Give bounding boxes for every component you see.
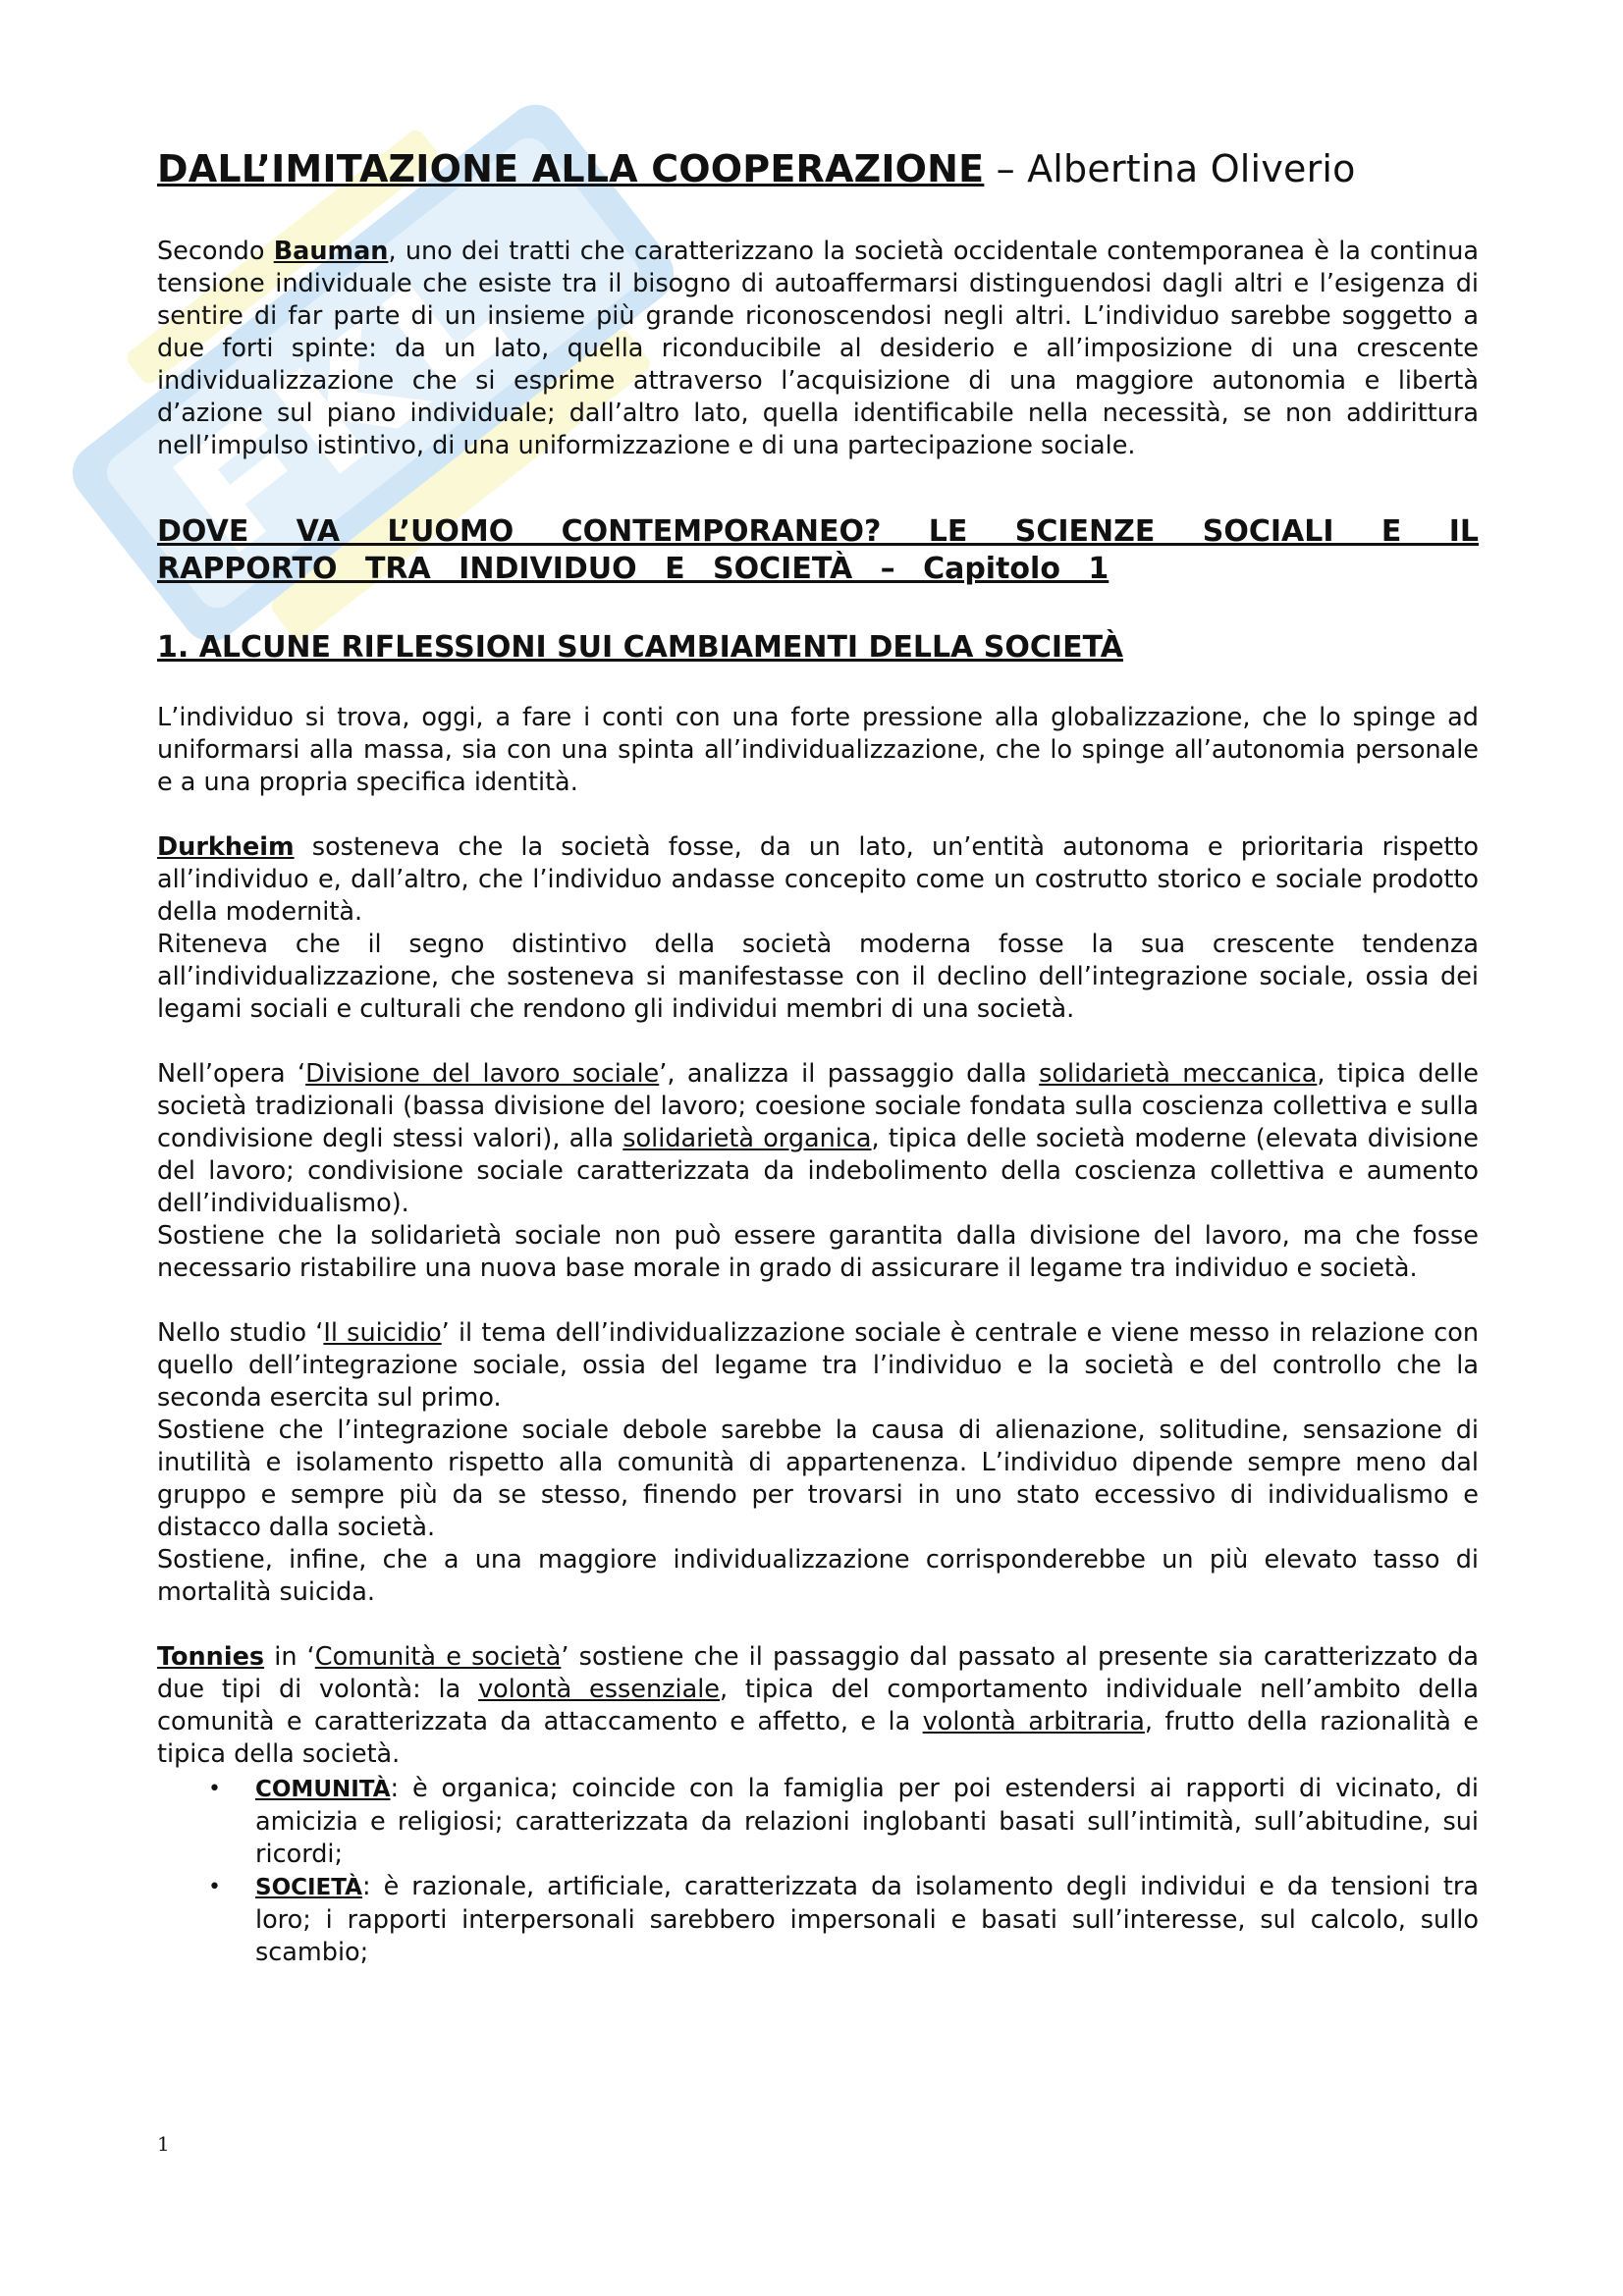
organic-solidarity: solidarietà organica (622, 1123, 872, 1153)
division-work-title: Divisione del lavoro sociale (305, 1058, 660, 1089)
tonnies-text-2: ’ sostiene che il passaggio dal passato al presente sia caratterizzato da due tipi di volontà: la (157, 1641, 1479, 1704)
suicide-text-2: ’ il tema dell’individualizzazione sociale è centrale e viene messo in relazione con quello dell’integrazione sociale, ossia del legame tra l’individuo e la società e del controllo che la seconda esercita sul primo. (157, 1317, 1479, 1413)
list-item (208, 1773, 1479, 1871)
globalization-paragraph: L’individuo si trova, oggi, a fare i conti con una forte pressione alla globalizzazione, che lo spinge ad uniformarsi alla massa, sia con una spinta all’individualizzazione, che lo spinge all’autonomia personale e a una propria specifica identità. (157, 702, 1479, 797)
durkheim-text-1: sosteneva che la società fosse, da un lato, un’entità autonoma e prioritaria rispetto all’individuo e, dall’altro, che l’individuo andasse concepito come un costrutto storico e sociale prodotto della modernità. (157, 831, 1479, 927)
tonnies-text-3: , tipica del comportamento individuale nell’ambito della comunità e caratterizzata da attaccamento e affetto, e la (157, 1674, 1479, 1736)
definition-list (157, 1773, 1479, 1969)
list-item (208, 1871, 1479, 1969)
title-separator: – (984, 147, 1028, 190)
list-term: COMUNITÀ (255, 1776, 391, 1802)
chapter-heading: DOVE VA L’UOMO CONTEMPORANEO? LE SCIENZE SOCIALI E IL RAPPORTO TRA INDIVIDUO E SOCIETÀ – Capitolo 1 (157, 513, 1479, 586)
intro-text-1: Secondo (157, 236, 274, 266)
section-heading: 1. ALCUNE RIFLESSIONI SUI CAMBIAMENTI DELLA SOCIETÀ (157, 629, 1123, 665)
suicide-paragraph (157, 1317, 1479, 1415)
division-paragraph (157, 1058, 1479, 1220)
list-text: : è razionale, artificiale, caratterizzata da isolamento degli individui e da tensioni tra loro; i rapporti interpersonali sarebbero impersonali e basati sull’interesse, sul calcolo, sullo scambio; (255, 1871, 1479, 1967)
mechanical-solidarity: solidarietà meccanica (1039, 1058, 1318, 1089)
intro-text-2: , uno dei tratti che caratterizzano la società occidentale contemporanea è la continua tensione individuale che esiste tra il bisogno di autoaffermarsi distinguendosi dagli altri e l’esigenza di sentire di far parte di un insieme più grande riconoscendosi negli altri. L’individuo sarebbe soggetto a due forti spinte: da un lato, quella riconducibile al desiderio e all’imposizione di una crescente individualizzazione che si esprime attraverso l’acquisizione di una maggiore autonomia e libertà d’azione sul piano individuale; dall’altro lato, quella identificabile nella necessità, se non addirittura nell’impulso istintivo, di una uniformizzazione e di una partecipazione sociale. (157, 236, 1479, 460)
bullet-icon: • (208, 1776, 221, 1801)
essential-will: volontà essenziale (478, 1674, 720, 1704)
bauman-name: Bauman (273, 236, 389, 266)
tonnies-paragraph (157, 1641, 1479, 1771)
tonnies-name: Tonnies (157, 1641, 265, 1672)
tonnies-text-4: , frutto della razionalità e tipica della società. (157, 1706, 1479, 1769)
suicide-text-1: Nello studio ‘ (157, 1317, 324, 1348)
durkheim-name: Durkheim (157, 831, 295, 862)
tonnies-text-1: in ‘ (264, 1641, 315, 1672)
suicide-paragraph-2: Sostiene che l’integrazione sociale debole sarebbe la causa di alienazione, solitudine, sensazione di inutilità e isolamento rispetto alla comunità di appartenenza. L’individuo dipende sempre meno dal gruppo e sempre più da se stesso, finendo per trovarsi in uno stato eccessivo di individualismo e distacco dalla società. (157, 1415, 1479, 1542)
division-paragraph-2: Sostiene che la solidarietà sociale non può essere garantita dalla divisione del lavoro, ma che fosse necessario ristabilire una nuova base morale in grado di assicurare il legame tra individuo e società. (157, 1220, 1479, 1283)
division-text-4: , tipica delle società moderne (elevata divisione del lavoro; condivisione sociale caratterizzata da indebolimento della coscienza collettiva e aumento dell’individualismo). (157, 1123, 1479, 1218)
list-term: SOCIETÀ (255, 1874, 362, 1900)
bullet-icon: • (208, 1874, 221, 1899)
list-text: : è organica; coincide con la famiglia per poi estendersi ai rapporti di vicinato, di amicizia e religiosi; caratterizzata da relazioni inglobanti basati sull’intimità, sull’abitudine, sui ricordi; (255, 1773, 1479, 1869)
document-page (157, 147, 1479, 1969)
document-title: DALL’IMITAZIONE ALLA COOPERAZIONE (157, 147, 985, 190)
division-text-1: Nell’opera ‘ (157, 1058, 306, 1089)
document-title-line (157, 147, 1479, 192)
durkheim-paragraph (157, 831, 1479, 929)
durkheim-paragraph-2: Riteneva che il segno distintivo della società moderna fosse la sua crescente tendenza all’individualizzazione, che sosteneva si manifestasse con il declino dell’integrazione sociale, ossia dei legami sociali e culturali che rendono gli individui membri di una società. (157, 929, 1479, 1024)
suicide-paragraph-3: Sostiene, infine, che a una maggiore individualizzazione corrisponderebbe un più elevato tasso di mortalità suicida. (157, 1544, 1479, 1607)
division-text-3: , tipica delle società tradizionali (bassa divisione del lavoro; coesione sociale fondata sulla coscienza collettiva e sulla condivisione degli stessi valori), alla (157, 1058, 1479, 1153)
document-author: Albertina Oliverio (1027, 147, 1356, 190)
intro-paragraph (157, 236, 1479, 462)
suicide-work-title: Il suicidio (323, 1317, 442, 1348)
arbitrary-will: volontà arbitraria (922, 1706, 1145, 1736)
page-number: 1 (157, 2132, 170, 2156)
division-text-2: ’, analizza il passaggio dalla (659, 1058, 1040, 1089)
tonnies-work-title: Comunità e società (314, 1641, 562, 1672)
